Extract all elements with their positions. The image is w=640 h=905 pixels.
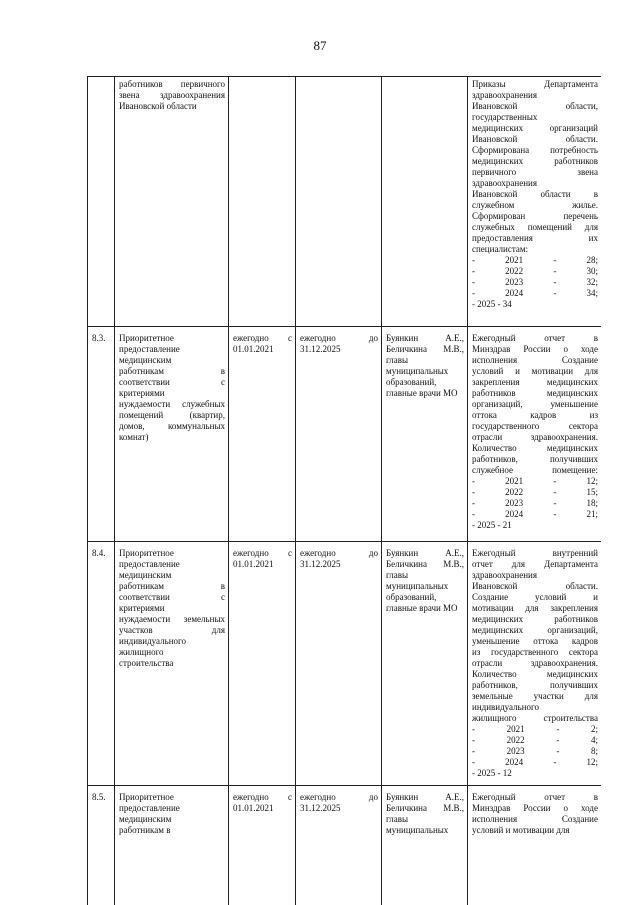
cell-text-line: работников, получивших: [472, 454, 598, 464]
cell-text-line: - 2023 - 18;: [472, 498, 598, 508]
cell-text-line: 01.01.2021: [233, 803, 274, 813]
cell-text-line: главы: [386, 355, 409, 365]
cell-text-line: домов, коммунальных: [119, 421, 225, 431]
measure-cell: [115, 327, 229, 542]
cell-text-line: - 2024 - 34;: [472, 288, 598, 298]
cell-text-line: Приоритетное: [119, 792, 174, 802]
cell-text-line: условий и мотивации для: [472, 366, 598, 376]
cell-text-line: участков для: [119, 625, 225, 635]
cell-text-line: Минздрав России о ходе: [472, 803, 598, 813]
cell-text-line: ежегодно с: [233, 792, 292, 802]
cell-text-line: здравоохранения: [472, 178, 538, 188]
start-date-cell: [229, 327, 296, 542]
cell-text-line: отрасли здравоохранения.: [472, 658, 598, 668]
cell-text-line: исполнения Создание: [472, 355, 598, 365]
result-cell: [468, 786, 602, 905]
cell-text-line: Беличкина М.В.,: [386, 559, 464, 569]
row-number-cell: 8.4.: [88, 542, 115, 786]
cell-text-line: нуждаемости земельных: [119, 614, 225, 624]
cell-text-line: Количество медицинских: [472, 669, 598, 679]
row-number-cell: [88, 77, 115, 327]
cell-text-line: главы: [386, 570, 409, 580]
cell-text-line: 01.01.2021: [233, 344, 274, 354]
measure-cell: [115, 542, 229, 786]
row-number-cell: 8.3.: [88, 327, 115, 542]
end-date-cell: [296, 786, 382, 905]
cell-text-line: Приоритетное: [119, 548, 174, 558]
cell-text-line: закрепления медицинских: [472, 377, 598, 387]
table-row: [88, 77, 602, 327]
cell-text-line: Ивановской области в: [472, 189, 598, 199]
cell-text-line: помещений (квартир,: [119, 410, 225, 420]
cell-text-line: - 2025 - 12: [472, 768, 512, 778]
cell-text-line: ежегодно с: [233, 333, 292, 343]
cell-text-line: работников медицинских: [472, 388, 598, 398]
cell-text-line: индивидуального: [472, 702, 540, 712]
responsible-cell: [382, 786, 468, 905]
cell-text-line: Сформирован перечень: [472, 211, 598, 221]
cell-text-line: земельные участки для: [472, 691, 598, 701]
result-cell: [468, 327, 602, 542]
cell-text-line: Ивановской области.: [472, 581, 598, 591]
responsible-cell: [382, 77, 468, 327]
cell-text-line: специалистам:: [472, 244, 529, 254]
cell-text-line: служебных помещений для: [472, 222, 598, 232]
table-row: [88, 786, 602, 905]
cell-text-line: строительства: [119, 658, 174, 668]
cell-text-line: Минздрав России о ходе: [472, 344, 598, 354]
measure-cell: [115, 77, 229, 327]
cell-text-line: оттока кадров из: [472, 410, 598, 420]
cell-text-line: работникам в: [119, 825, 171, 835]
cell-text-line: Ежегодный отчет в: [472, 792, 598, 802]
cell-text-line: 31.12.2025: [300, 803, 341, 813]
cell-text-line: соответствии с: [119, 592, 225, 602]
measure-cell: [115, 786, 229, 905]
cell-text-line: жилищного строительства: [472, 713, 598, 723]
cell-text-line: работникам в: [119, 581, 225, 591]
cell-text-line: медицинским: [119, 355, 172, 365]
cell-text-line: образований,: [386, 377, 437, 387]
cell-text-line: служебное помещение:: [472, 465, 598, 475]
cell-text-line: Ивановской области.: [472, 134, 598, 144]
row-number-cell: 8.5.: [88, 786, 115, 905]
cell-text-line: исполнения Создание: [472, 814, 598, 824]
cell-text-line: медицинским: [119, 814, 172, 824]
page-number: 87: [313, 38, 327, 53]
cell-text-line: служебном жилье.: [472, 200, 598, 210]
cell-text-line: муниципальных: [386, 825, 449, 835]
cell-text-line: предоставления их: [472, 233, 598, 243]
cell-text-line: - 2021 - 12;: [472, 476, 598, 486]
cell-text-line: работников, получивших: [472, 680, 598, 690]
cell-text-line: уменьшение оттока кадров: [472, 636, 598, 646]
cell-text-line: главные врачи МО: [386, 388, 458, 398]
cell-text-line: ежегодно с: [233, 548, 292, 558]
end-date-cell: [296, 77, 382, 327]
responsible-cell: [382, 542, 468, 786]
cell-text-line: - 2025 - 21: [472, 520, 512, 530]
cell-text-line: муниципальных: [386, 581, 449, 591]
end-date-cell: [296, 542, 382, 786]
cell-text-line: государственного сектора: [472, 421, 598, 431]
cell-text-line: комнат): [119, 432, 149, 442]
cell-text-line: здравоохранения: [472, 90, 538, 100]
cell-text-line: Ежегодный внутренний: [472, 548, 598, 558]
cell-text-line: работникам в: [119, 366, 225, 376]
cell-text-line: муниципальных: [386, 366, 449, 376]
responsible-cell: [382, 327, 468, 542]
cell-text-line: - 2022 - 30;: [472, 266, 598, 276]
cell-text-line: - 2022 - 4;: [472, 735, 598, 745]
cell-text-line: 01.01.2021: [233, 559, 274, 569]
cell-text-line: Ивановской области,: [472, 101, 598, 111]
table-row: [88, 327, 602, 542]
cell-text-line: первичного звена: [472, 167, 598, 177]
cell-text-line: Беличкина М.В.,: [386, 803, 464, 813]
cell-text-line: образований,: [386, 592, 437, 602]
cell-text-line: работников первичного: [119, 79, 225, 89]
cell-text-line: предоставление: [119, 559, 180, 569]
cell-text-line: медицинских организаций,: [472, 625, 598, 635]
cell-text-line: - 2022 - 15;: [472, 487, 598, 497]
cell-text-line: медицинских организаций: [472, 123, 598, 133]
cell-text-line: ежегодно до: [300, 548, 378, 558]
cell-text-line: медицинских работников: [472, 156, 598, 166]
cell-text-line: медицинским: [119, 570, 172, 580]
cell-text-line: - 2021 - 2;: [472, 724, 598, 734]
cell-text-line: 31.12.2025: [300, 559, 341, 569]
cell-text-line: нуждаемости служебных: [119, 399, 225, 409]
cell-text-line: жилищного: [119, 647, 164, 657]
cell-text-line: - 2021 - 28;: [472, 255, 598, 265]
start-date-cell: [229, 786, 296, 905]
cell-text-line: критериями: [119, 388, 165, 398]
result-cell: [468, 542, 602, 786]
cell-text-line: индивидуального: [119, 636, 187, 646]
cell-text-line: ежегодно до: [300, 333, 378, 343]
cell-text-line: организаций, уменьшение: [472, 399, 598, 409]
cell-text-line: отрасли здравоохранения.: [472, 432, 598, 442]
cell-text-line: здравоохранения: [472, 570, 538, 580]
cell-text-line: соответствии с: [119, 377, 225, 387]
cell-text-line: критериями: [119, 603, 165, 613]
cell-text-line: Буянкин А.Е.,: [386, 792, 464, 802]
cell-text-line: Буянкин А.Е.,: [386, 333, 464, 343]
cell-text-line: медицинских работников: [472, 614, 598, 624]
cell-text-line: Приказы Департамента: [472, 79, 598, 89]
cell-text-line: Беличкина М.В.,: [386, 344, 464, 354]
cell-text-line: звена здравоохранения: [119, 90, 225, 100]
cell-text-line: предоставление: [119, 344, 180, 354]
cell-text-line: Буянкин А.Е.,: [386, 548, 464, 558]
cell-text-line: 31.12.2025: [300, 344, 341, 354]
cell-text-line: из государственного сектора: [472, 647, 598, 657]
cell-text-line: Ивановской области: [119, 101, 197, 111]
cell-text-line: Сформирована потребность: [472, 145, 598, 155]
cell-text-line: - 2023 - 8;: [472, 746, 598, 756]
cell-text-line: главы: [386, 814, 409, 824]
cell-text-line: Приоритетное: [119, 333, 174, 343]
cell-text-line: - 2025 - 34: [472, 299, 512, 309]
cell-text-line: Создание условий и: [472, 592, 598, 602]
table-row: [88, 542, 602, 786]
cell-text-line: главные врачи МО: [386, 603, 458, 613]
cell-text-line: предоставление: [119, 803, 180, 813]
cell-text-line: государственных: [472, 112, 538, 122]
end-date-cell: [296, 327, 382, 542]
cell-text-line: Количество медицинских: [472, 443, 598, 453]
result-cell: [468, 77, 602, 327]
cell-text-line: ежегодно до: [300, 792, 378, 802]
cell-text-line: мотивации для закрепления: [472, 603, 598, 613]
cell-text-line: условий и мотивации для: [472, 825, 570, 835]
measures-table-wrapper: [87, 76, 601, 905]
start-date-cell: [229, 77, 296, 327]
cell-text-line: - 2024 - 21;: [472, 509, 598, 519]
start-date-cell: [229, 542, 296, 786]
cell-text-line: Ежегодный отчет в: [472, 333, 598, 343]
cell-text-line: - 2024 - 12;: [472, 757, 598, 767]
cell-text-line: отчет для Департамента: [472, 559, 598, 569]
cell-text-line: - 2023 - 32;: [472, 277, 598, 287]
measures-table: [87, 76, 601, 905]
